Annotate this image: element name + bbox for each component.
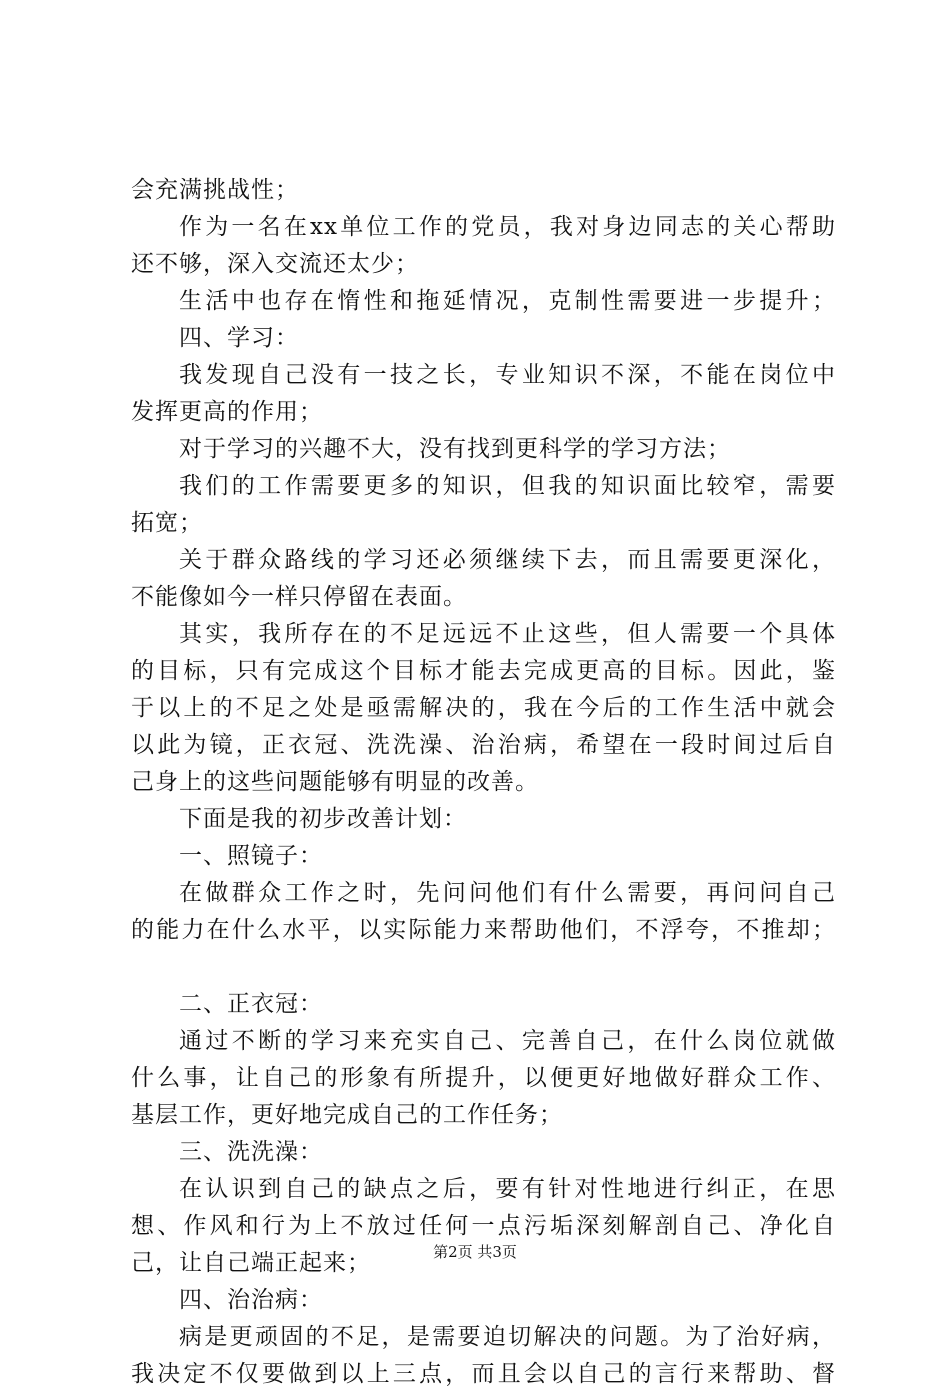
text-line: 什么事，让自己的形象有所提升，以便更好地做好群众工作、 bbox=[131, 1065, 836, 1091]
text-line: 以此为镜，正衣冠、洗洗澡、治治病，希望在一段时间过后自 bbox=[131, 732, 836, 758]
text-line: 不能像如今一样只停留在表面。 bbox=[131, 584, 467, 610]
text-line: 的能力在什么水平，以实际能力来帮助他们，不浮夸，不推却； bbox=[131, 917, 836, 943]
text-line: 基层工作，更好地完成自己的工作任务； bbox=[131, 1102, 563, 1128]
text-line: 在认识到自己的缺点之后，要有针对性地进行纠正，在思 bbox=[179, 1176, 836, 1202]
section-heading-bath: 三、洗洗澡： bbox=[179, 1139, 323, 1165]
text-line: 下面是我的初步改善计划： bbox=[179, 806, 467, 832]
text-line: 其实，我所存在的不足远远不止这些，但人需要一个具体 bbox=[179, 621, 836, 647]
section-heading-study: 四、学习： bbox=[179, 325, 299, 351]
text-line: 作为一名在xx单位工作的党员，我对身边同志的关心帮助 bbox=[179, 214, 836, 240]
text-line: 会充满挑战性； bbox=[131, 177, 299, 203]
section-heading-mirror: 一、照镜子： bbox=[179, 843, 323, 869]
blank-line bbox=[131, 949, 836, 986]
text-line: 关于群众路线的学习还必须继续下去，而且需要更深化， bbox=[179, 547, 836, 573]
text-line: 我发现自己没有一技之长，专业知识不深，不能在岗位中 bbox=[179, 362, 836, 388]
text-line: 在做群众工作之时，先问问他们有什么需要，再问问自己 bbox=[179, 880, 836, 906]
text-line: 我们的工作需要更多的知识，但我的知识面比较窄，需要 bbox=[179, 473, 836, 499]
text-line: 还不够，深入交流还太少； bbox=[131, 251, 419, 277]
text-line: 己身上的这些问题能够有明显的改善。 bbox=[131, 769, 539, 795]
text-line: 病是更顽固的不足，是需要迫切解决的问题。为了治好病， bbox=[179, 1324, 836, 1350]
text-line: 拓宽； bbox=[131, 510, 203, 536]
text-line: 发挥更高的作用； bbox=[131, 399, 323, 425]
text-line: 对于学习的兴趣不大，没有找到更科学的学习方法； bbox=[179, 436, 731, 462]
document-body bbox=[131, 172, 836, 1393]
text-line: 我决定不仅要做到以上三点，而且会以自己的言行来帮助、督 bbox=[131, 1361, 836, 1387]
section-heading-cure: 四、治治病： bbox=[179, 1287, 323, 1313]
page-number-footer: 第2页 共3页 bbox=[433, 1243, 517, 1261]
text-line: 想、作风和行为上不放过任何一点污垢深刻解剖自己、净化自 bbox=[131, 1213, 836, 1239]
section-heading-clothes: 二、正衣冠： bbox=[179, 991, 323, 1017]
text-line: 己，让自己端正起来； bbox=[131, 1250, 371, 1276]
text-line: 生活中也存在惰性和拖延情况，克制性需要进一步提升； bbox=[179, 288, 836, 314]
text-line: 的目标，只有完成这个目标才能去完成更高的目标。因此，鉴 bbox=[131, 658, 836, 684]
text-line: 于以上的不足之处是亟需解决的，我在今后的工作生活中就会 bbox=[131, 695, 836, 721]
text-line: 通过不断的学习来充实自己、完善自己，在什么岗位就做 bbox=[179, 1028, 836, 1054]
